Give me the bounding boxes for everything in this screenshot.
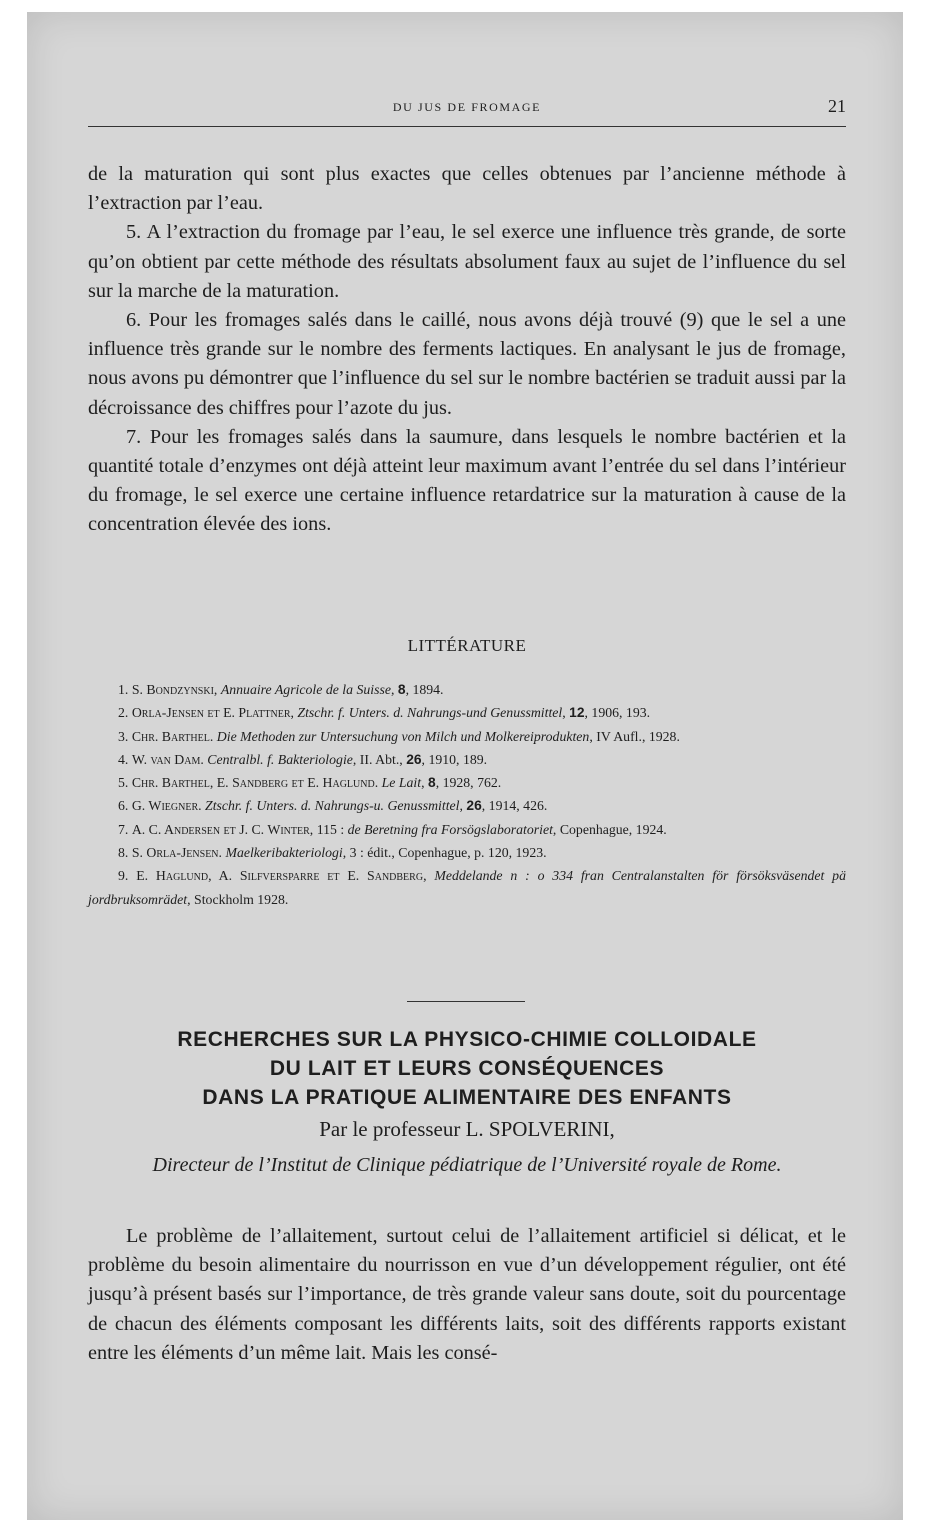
reference-item: 4. W. van Dam. Centralbl. f. Bakteriologie, II. Abt., 26, 1910, 189. [118, 751, 488, 767]
reference-item: 3. Chr. Barthel. Die Methoden zur Untersuchung von Milch und Molkereiprodukten, IV Aufl., 1928. [118, 728, 680, 744]
running-header [88, 96, 846, 127]
paragraph: 5. A l’extraction du fromage par l’eau, le sel exerce une influence très grande, de sorte qu’on obtient par cette méthode des résultats absolument faux au sujet de l’influence du sel sur la marche de la maturation. [88, 221, 846, 302]
reference-item: 5. Chr. Barthel, E. Sandberg et E. Haglund. Le Lait, 8, 1928, 762. [118, 775, 502, 791]
literature-heading: LITTÉRATURE [407, 636, 527, 655]
reference-item: 9. E. Haglund, A. Silfversparre et E. Sandberg, Meddelande n : o 334 fran Centralanstalten för försöksväsendet pä jordbruksomrädet, Stockholm 1928. [88, 868, 846, 907]
paragraph: de la maturation qui sont plus exactes que celles obtenues par l’ancienne méthode à l’extraction par l’eau. [88, 163, 846, 215]
running-title: DU JUS DE FROMAGE [392, 100, 542, 114]
author-affiliation: Directeur de l’Institut de Clinique pédiatrique de l’Université royale de Rome. [152, 1154, 782, 1176]
section-divider [407, 1001, 525, 1002]
reference-list [88, 678, 846, 911]
article-title [88, 1025, 846, 1112]
reference-item: 7. A. C. Andersen et J. C. Winter, 115 : de Beretning fra Forsögslaboratoriet, Copenhague, 1924. [118, 821, 667, 837]
paragraph: 6. Pour les fromages salés dans le caillé, nous avons déjà trouvé (9) que le sel a une influence très grande sur le nombre des ferments lactiques. En analysant le jus de fromage, nous avons pu démontrer que l’influence du sel sur le nombre bactérien se traduit aussi par la décroissance des chiffres pour l’azote du jus. [88, 309, 846, 419]
conclusions-text [88, 160, 846, 540]
paragraph: 7. Pour les fromages salés dans la saumure, dans lesquels le nombre bactérien et la quantité totale d’enzymes ont déjà atteint leur maximum avant l’entrée du sel dans l’intérieur du fromage, le sel exerce une certaine influence retardatrice sur la maturation à cause de la concentration élevée des ions. [88, 425, 846, 536]
reference-item: 1. S. Bondzynski, Annuaire Agricole de la Suisse, 8, 1894. [118, 682, 444, 697]
reference-item: 8. S. Orla-Jensen. Maelkeribakteriologi, 3 : édit., Copenhague, p. 120, 1923. [118, 845, 547, 861]
title-line: RECHERCHES SUR LA PHYSICO-CHIMIE COLLOIDALE [177, 1028, 757, 1051]
reference-item: 6. G. Wiegner. Ztschr. f. Unters. d. Nahrungs-u. Genussmittel, 26, 1914, 426. [118, 798, 548, 814]
title-line: DANS LA PRATIQUE ALIMENTAIRE DES ENFANTS [202, 1086, 732, 1109]
paragraph: Le problème de l’allaitement, surtout celui de l’allaitement artificiel si délicat, et le problème du besoin alimentaire du nourrisson en vue d’un développement régulier, ont été jusqu’à présent basés sur l’importance, de très grande valeur sans doute, soit du pourcentage de chacun des éléments composant les différents laits, soit des différents rapports existant entre les éléments d’un même lait. Mais les consé- [88, 1225, 846, 1364]
article-intro [88, 1222, 846, 1368]
title-line: DU LAIT ET LEURS CONSÉQUENCES [269, 1057, 665, 1080]
page-number: 21 [828, 96, 846, 116]
author-byline: Par le professeur L. SPOLVERINI, [319, 1117, 615, 1141]
reference-item: 2. Orla-Jensen et E. Plattner, Ztschr. f. Unters. d. Nahrungs-und Genussmittel, 12, 1906, 193. [118, 705, 651, 721]
